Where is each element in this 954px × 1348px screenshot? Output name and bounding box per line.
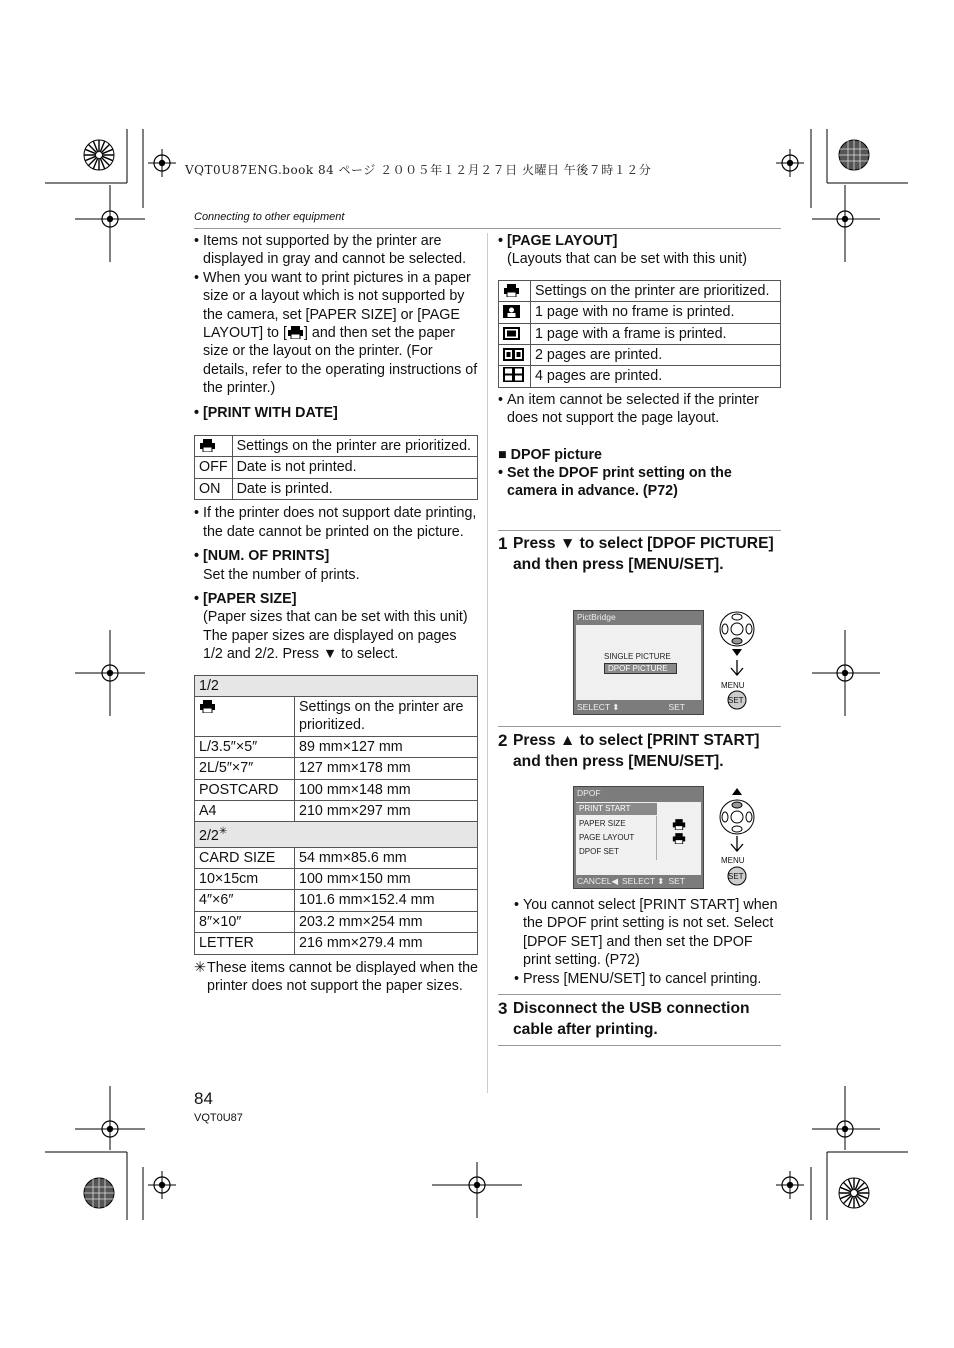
print-with-date-table <box>194 435 478 500</box>
table-row: ON Date is printed. <box>195 478 478 499</box>
table-row: Settings on the printer are prioritized. <box>195 696 478 736</box>
page-layout-table <box>498 280 781 388</box>
page-layout-heading: • [PAGE LAYOUT] <box>498 232 781 250</box>
note-cancel: • Press [MENU/SET] to cancel printing. <box>514 970 780 988</box>
step-1 <box>498 534 781 575</box>
table-row: 1 page with no frame is printed. <box>499 302 781 323</box>
printer-icon <box>672 833 686 844</box>
printer-icon <box>672 819 686 830</box>
left-column <box>194 232 478 995</box>
step-text: Disconnect the USB connection cable after printing. <box>513 1000 750 1038</box>
table-row: Settings on the printer are prioritized. <box>195 436 478 457</box>
table-row: OFF Date is not printed. <box>195 457 478 478</box>
camera-screen-pictbridge <box>573 610 704 715</box>
menu-item-single-picture[interactable]: SINGLE PICTURE <box>604 652 671 661</box>
layout-1-no-frame-icon <box>503 305 520 318</box>
paper-size-desc-1: (Paper sizes that can be set with this unit) <box>203 609 468 626</box>
printer-icon <box>503 284 520 297</box>
paper-size-footnote: ✳ These items cannot be displayed when the printer does not support the paper sizes. <box>194 959 479 994</box>
printer-icon <box>287 326 304 339</box>
num-prints-desc: Set the number of prints. <box>203 566 360 583</box>
menu-item-print-start[interactable]: PRINT START <box>576 803 657 815</box>
page-number: 84 <box>194 1089 213 1108</box>
screen-footer-select: SELECT ⬍ <box>622 876 665 886</box>
page-layout-note: • An item cannot be selected if the printer does not support the page layout. <box>498 391 781 428</box>
table-row: 4 pages are printed. <box>499 366 781 387</box>
navigation-pad-down <box>716 610 758 710</box>
screen-footer-set: SET <box>668 702 685 712</box>
step-text: Press ▲ to select [PRINT START] and then press [MENU/SET]. <box>513 732 760 770</box>
camera-screen-dpof <box>573 786 704 889</box>
paper-size-table <box>194 675 478 955</box>
step-3 <box>498 999 781 1040</box>
print-header: VQT0U87ENG.book 84 ページ ２００５年１２月２７日 火曜日 午後７時１２分 <box>185 163 652 177</box>
table-row: LETTER 216 mm×279.4 mm <box>195 933 478 954</box>
printer-cell <box>195 696 295 736</box>
table-row: CARD SIZE 54 mm×85.6 mm <box>195 847 478 868</box>
menu-item-dpof-picture[interactable]: DPOF PICTURE <box>604 663 677 674</box>
step-number: 1 <box>498 534 508 553</box>
paper-size-heading: • [PAPER SIZE] <box>194 590 478 608</box>
page-layout-desc: (Layouts that can be set with this unit) <box>507 251 747 268</box>
model-code: VQT0U87 <box>194 1112 243 1124</box>
page-1-label: 1/2 <box>195 675 478 696</box>
printer-icon <box>199 439 216 452</box>
table-row: A4 210 mm×297 mm <box>195 800 478 821</box>
down-arrow-icon <box>732 649 742 656</box>
print-with-date-heading: • [PRINT WITH DATE] <box>194 404 478 422</box>
set-button[interactable]: SET <box>728 696 744 705</box>
page-2-label: 2/2✳ <box>195 822 478 847</box>
screen-title: DPOF <box>577 788 601 798</box>
screen-title: PictBridge <box>577 612 616 622</box>
num-prints-heading: • [NUM. OF PRINTS] <box>194 547 478 565</box>
menu-item-dpof-set[interactable]: DPOF SET <box>579 847 620 856</box>
menu-item-paper-size[interactable]: PAPER SIZE <box>579 819 626 828</box>
bullet-gray-items: • Items not supported by the printer are displayed in gray and cannot be selected. <box>194 232 478 269</box>
table-row: 2 pages are printed. <box>499 345 781 366</box>
layout-4-pages-icon <box>503 367 524 382</box>
step-2-notes <box>514 896 780 988</box>
screen-footer-set: SET <box>668 876 685 886</box>
column-divider <box>487 233 488 1093</box>
table-row: 10×15cm 100 mm×150 mm <box>195 868 478 889</box>
dpof-bullet: • Set the DPOF print setting on the camera in advance. (P72) <box>498 464 781 501</box>
set-button[interactable]: SET <box>728 872 744 881</box>
table-row: 8″×10″ 203.2 mm×254 mm <box>195 911 478 932</box>
table-row: 4″×6″ 101.6 mm×152.4 mm <box>195 890 478 911</box>
paper-size-desc-2: The paper sizes are displayed on pages 1/2 and 2/2. Press ▼ to select. <box>203 627 457 663</box>
up-arrow-icon <box>732 788 742 795</box>
header-rule <box>194 228 781 229</box>
printer-cell <box>195 436 233 457</box>
date-note: • If the printer does not support date printing, the date cannot be printed on the picture. <box>194 504 478 541</box>
step-2 <box>498 731 781 772</box>
layout-2-pages-icon <box>503 348 524 361</box>
note-print-start: • You cannot select [PRINT START] when the DPOF print setting is not set. Select [DPOF SET] and then set the DPOF print setting. (P72) <box>514 896 780 970</box>
menu-label: MENU <box>721 856 745 865</box>
printer-icon <box>199 700 216 713</box>
step-number: 3 <box>498 999 508 1018</box>
section-title: Connecting to other equipment <box>194 211 345 223</box>
step-text: Press ▼ to select [DPOF PICTURE] and then press [MENU/SET]. <box>513 535 774 573</box>
table-row: L/3.5″×5″ 89 mm×127 mm <box>195 736 478 757</box>
table-row: 1 page with a frame is printed. <box>499 323 781 344</box>
table-row: 2L/5″×7″ 127 mm×178 mm <box>195 758 478 779</box>
screen-footer-cancel: CANCEL◀ <box>577 876 619 886</box>
table-row: Settings on the printer are prioritized. <box>499 280 781 301</box>
table-row: POSTCARD 100 mm×148 mm <box>195 779 478 800</box>
menu-item-page-layout[interactable]: PAGE LAYOUT <box>579 833 635 842</box>
menu-label: MENU <box>721 681 745 690</box>
screen-footer-select: SELECT ⬍ <box>577 702 620 712</box>
layout-1-frame-icon <box>503 327 520 340</box>
bullet-unsupported-size: • When you want to print pictures in a paper size or a layout which is not supported by the camera, set [PAPER SIZE] or [PAGE LAYOUT] to [ ] and then set the paper size or the layout on the printer. (For details, refer to the operating instructions of the printer.) <box>194 269 478 398</box>
dpof-heading: ■ DPOF picture <box>498 446 602 463</box>
right-column <box>498 232 781 501</box>
step-number: 2 <box>498 731 508 750</box>
